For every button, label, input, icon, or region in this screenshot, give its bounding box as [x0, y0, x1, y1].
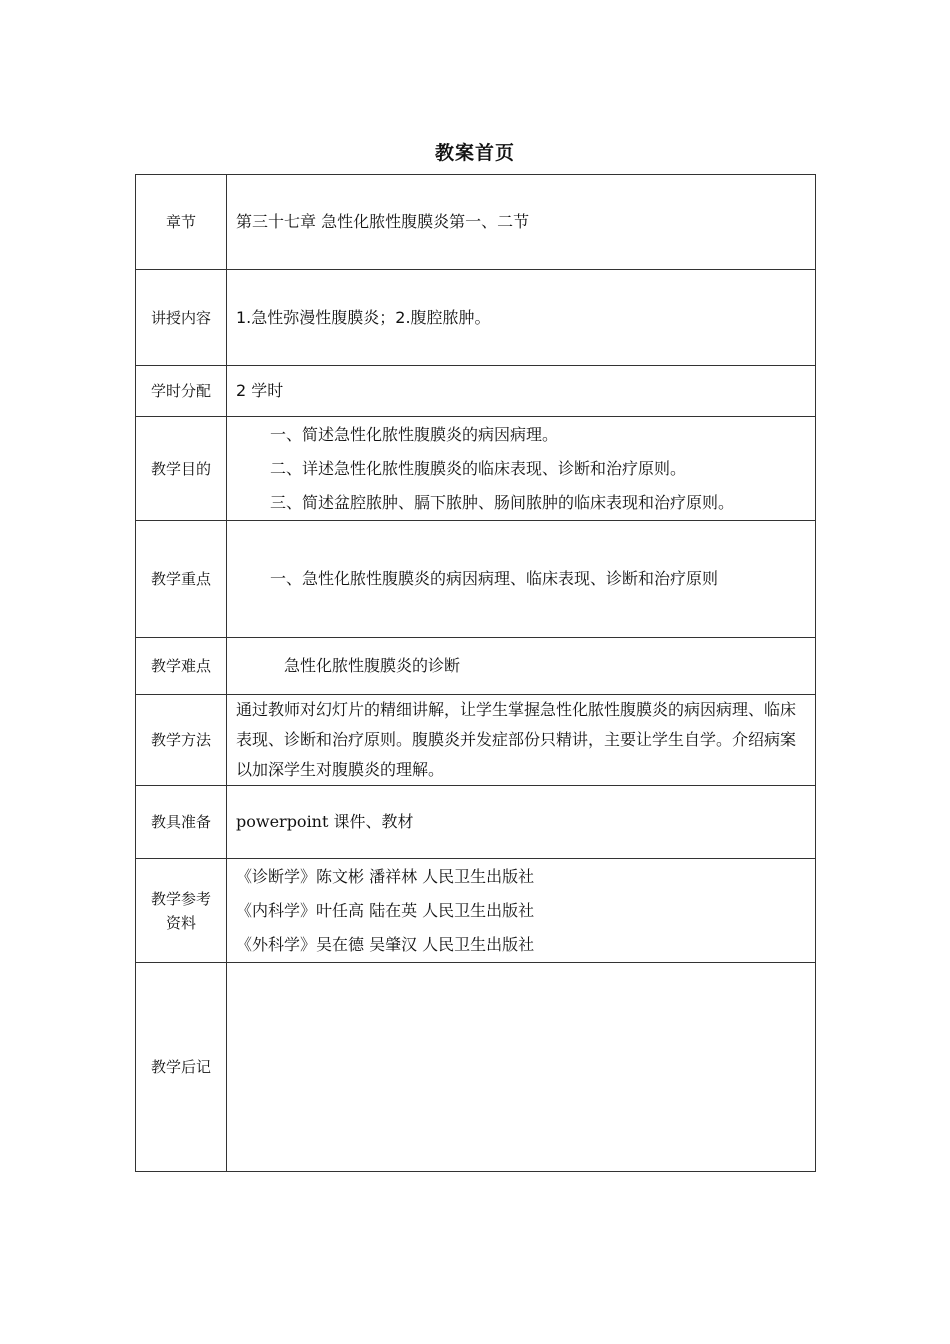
aims-label: 教学目的	[136, 417, 227, 521]
row-references	[136, 859, 816, 963]
hours-label: 学时分配	[136, 366, 227, 417]
lesson-plan-table	[135, 174, 816, 1172]
aim-item: 一、简述急性化脓性腹膜炎的病因病理。	[270, 424, 559, 444]
method-label: 教学方法	[136, 695, 227, 786]
row-tools	[136, 786, 816, 859]
references-label-line1: 教学参考	[150, 889, 211, 908]
postscript-value	[227, 963, 816, 1172]
row-method	[136, 695, 816, 786]
row-difficulty	[136, 638, 816, 695]
references-label-line2: 资料	[165, 913, 196, 932]
row-aims	[136, 417, 816, 521]
row-chapter	[136, 175, 816, 270]
content-value: 1.急性弥漫性腹膜炎；2.腹腔脓肿。	[227, 270, 816, 366]
references-value	[227, 859, 816, 963]
tools-value: powerpoint 课件、教材	[227, 786, 816, 859]
row-content	[136, 270, 816, 366]
aim-item: 三、简述盆腔脓肿、膈下脓肿、肠间脓肿的临床表现和治疗原则。	[270, 492, 735, 512]
method-value: 通过教师对幻灯片的精细讲解，让学生掌握急性化脓性腹膜炎的病因病理、临床表现、诊断和治疗原则。腹膜炎并发症部份只精讲，主要让学生自学。介绍病案以加深学生对腹膜炎的理解。	[227, 695, 816, 786]
row-focus	[136, 521, 816, 638]
references-label	[136, 859, 227, 963]
tools-label: 教具准备	[136, 786, 227, 859]
reference-item: 《诊断学》陈文彬 潘祥林 人民卫生出版社	[236, 866, 535, 886]
reference-item: 《内科学》叶任高 陆在英 人民卫生出版社	[236, 900, 535, 920]
difficulty-text: 急性化脓性腹膜炎的诊断	[284, 656, 461, 675]
row-postscript	[136, 963, 816, 1172]
focus-label: 教学重点	[136, 521, 227, 638]
focus-text: 一、急性化脓性腹膜炎的病因病理、临床表现、诊断和治疗原则	[270, 569, 719, 588]
chapter-label: 章节	[136, 175, 227, 270]
page-title: 教案首页	[434, 142, 515, 164]
aim-item: 二、详述急性化脓性腹膜炎的临床表现、诊断和治疗原则。	[270, 458, 687, 478]
reference-item: 《外科学》吴在德 吴肇汉 人民卫生出版社	[236, 934, 535, 954]
difficulty-label: 教学难点	[136, 638, 227, 695]
hours-value: 2 学时	[227, 366, 816, 417]
focus-value	[227, 521, 816, 638]
row-hours	[136, 366, 816, 417]
difficulty-value	[227, 638, 816, 695]
chapter-value: 第三十七章 急性化脓性腹膜炎第一、二节	[227, 175, 816, 270]
postscript-label: 教学后记	[136, 963, 227, 1172]
aims-value	[227, 417, 816, 521]
content-label: 讲授内容	[136, 270, 227, 366]
